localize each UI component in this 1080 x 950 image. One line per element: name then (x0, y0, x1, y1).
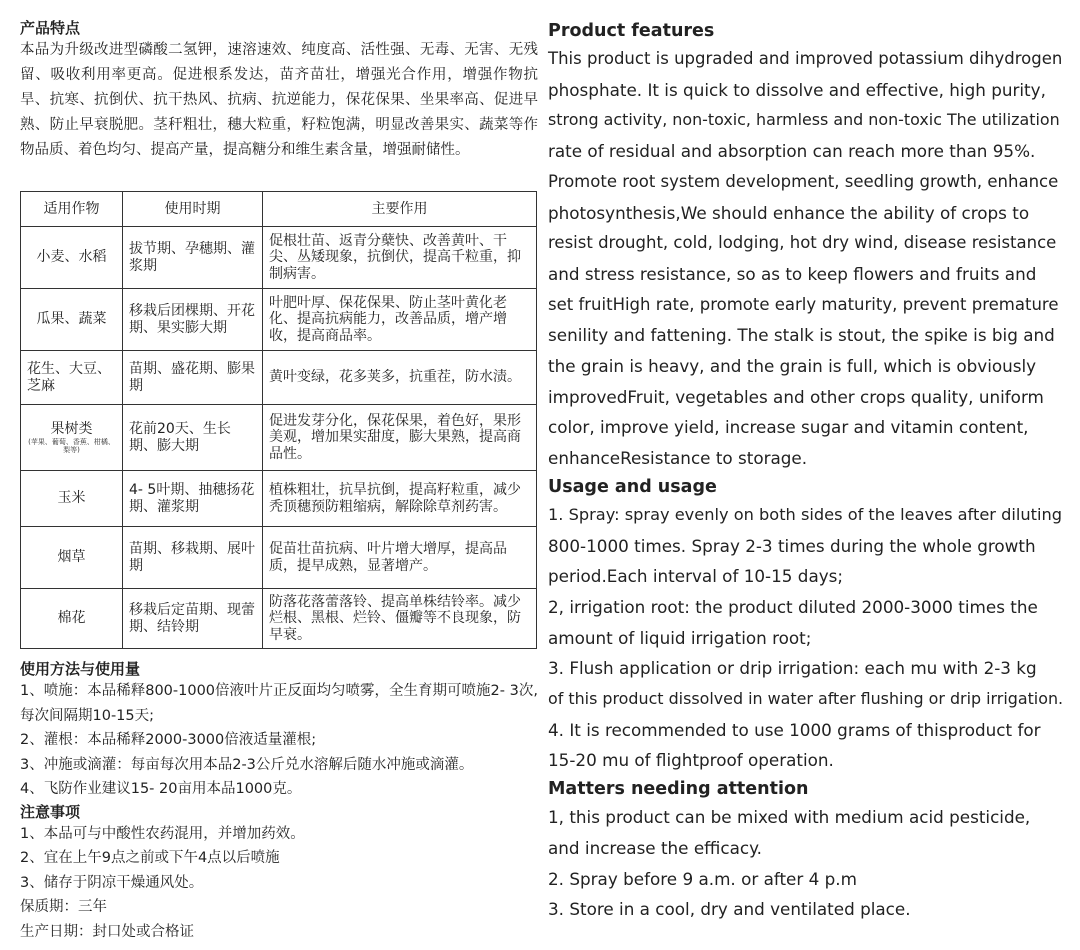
header-period: 使用时期 (123, 192, 263, 227)
cn-features-text: 本品为升级改进型磷酸二氢钾，速溶速效、纯度高、活性强、无毒、无害、无残留、吸收利用率更高。促进根系发达，苗齐苗壮，增强光合作用，增强作物抗旱、抗寒、抗倒伏、抗干热风、抗病、抗逆能力，保花保果、坐果率高、促进早熟、防止早衰脱肥。茎秆粗壮，穗大粒重，籽粒饱满，明显改善果实、蔬菜等作物品质、着色均匀、提高产量，提高糖分和维生素含量，增强耐储性。 (20, 42, 538, 158)
period-cell: 花前20天、生长期、膨大期 (123, 405, 263, 471)
effect-cell: 植株粗壮，抗旱抗倒，提高籽粒重，减少秃顶穗预防粗缩病，解除除草剂药害。 (263, 471, 537, 527)
en-features-line: and stress resistance, so as to keep flowers and fruits and (548, 263, 1037, 284)
effect-cell: 促进发芽分化，保花保果，着色好，果形美观，增加果实甜度，膨大果熟，提高商品性。 (263, 405, 537, 471)
en-notes-line: and increase the efficacy. (548, 837, 763, 858)
en-usage-line: 1. Spray: spray evenly on both sides of the leaves after diluting (548, 504, 1062, 524)
header-crop: 适用作物 (21, 192, 123, 227)
table-row (21, 527, 537, 589)
crop-cell: 瓜果、蔬菜 (21, 289, 123, 351)
cn-production-date: 生产日期：封口处或合格证 (20, 923, 194, 940)
period-cell: 苗期、移栽期、展叶期 (123, 527, 263, 589)
en-features-line: resist drought, cold, lodging, hot dry wind, disease resistance (548, 233, 1057, 253)
en-features-line: improvedFruit, vegetables and other crops quality, uniform (548, 386, 1044, 407)
crop-cell: 烟草 (21, 527, 123, 589)
table-row (21, 471, 537, 527)
effect-cell: 叶肥叶厚、保花保果、防止茎叶黄化老化、提高抗病能力，改善品质，增产增收，提高商品率。 (263, 289, 537, 351)
en-notes-text (548, 802, 1063, 925)
cn-usage-title: 使用方法与使用量 (20, 660, 141, 678)
header-effect: 主要作用 (263, 192, 537, 227)
en-notes-line: 2. Spray before 9 a.m. or after 4 p.m (548, 868, 857, 889)
period-cell: 移栽后定苗期、现蕾期、结铃期 (123, 589, 263, 649)
crop-note: (苹果、葡萄、香蕉、柑橘、梨等) (28, 437, 115, 454)
crop-cell: 花生、大豆、芝麻 (21, 351, 123, 405)
table-row (21, 405, 537, 471)
en-usage-line: period.Each interval of 10-15 days; (548, 566, 844, 587)
en-usage-line: amount of liquid irrigation root; (548, 627, 812, 648)
cn-notes-line: 2、宜在上午9点之前或下午4点以后喷施 (20, 850, 280, 866)
en-usage-line: of this product dissolved in water after flushing or drip irrigation. (548, 689, 1064, 709)
period-cell: 苗期、盛花期、膨果期 (123, 351, 263, 405)
cn-usage-line: 3、冲施或滴灌：每亩每次用本品2-3公斤兑水溶解后随水冲施或滴灌。 (20, 756, 474, 773)
cn-usage-line: 每次间隔期10-15天; (20, 707, 155, 724)
en-features-line: strong activity, non-toxic, harmless and non-toxic The utilization (548, 110, 1060, 130)
crop-cell: 棉花 (21, 589, 123, 649)
effect-cell: 促苗壮苗抗病、叶片增大增厚，提高品质，提早成熟，显著增产。 (263, 527, 537, 589)
period-cell: 拔节期、孕穗期、灌浆期 (123, 227, 263, 289)
crop-cell: 小麦、水稻 (21, 227, 123, 289)
en-features-text (548, 44, 1063, 474)
effect-cell: 促根壮苗、返青分蘖快、改善黄叶、干尖、丛矮现象，抗倒伏，提高千粒重，抑制病害。 (263, 227, 537, 289)
en-usage-line: 3. Flush application or drip irrigation: each mu with 2-3 kg (548, 658, 1037, 679)
effect-cell: 黄叶变绿，花多荚多，抗重茬，防水渍。 (263, 351, 537, 405)
en-usage-text (548, 500, 1063, 776)
cn-notes-title: 注意事项 (20, 802, 81, 821)
en-features-line: Promote root system development, seedling growth, enhance (548, 171, 1059, 191)
cn-features-title: 产品特点 (20, 19, 81, 37)
en-notes-title: Matters needing attention (548, 779, 809, 800)
cn-usage-list (20, 679, 538, 802)
en-features-title: Product features (548, 21, 715, 41)
cn-usage-line: 2、灌根：本品稀释2000-3000倍液适量灌根; (20, 732, 317, 748)
en-notes-line: 3. Store in a cool, dry and ventilated place. (548, 899, 911, 920)
en-usage-line: 800-1000 times. Spray 2-3 times during the whole growth (548, 535, 1036, 556)
table-row (21, 289, 537, 351)
en-features-line: enhanceResistance to storage. (548, 448, 808, 469)
cn-shelf-life: 保质期：三年 (20, 899, 107, 915)
english-column (548, 18, 1063, 925)
table-row (21, 351, 537, 405)
en-usage-line: 15-20 mu of flightproof operation. (548, 750, 834, 771)
en-features-line: phosphate. It is quick to dissolve and effective, high purity, (548, 79, 1046, 100)
cn-notes-line: 1、本品可与中酸性农药混用，并增加药效。 (20, 825, 305, 842)
cn-notes-line: 3、储存于阴凉干燥通风处。 (20, 874, 204, 891)
en-usage-title: Usage and usage (548, 476, 717, 497)
en-features-line: the grain is heavy, and the grain is full, which is obviously (548, 356, 1037, 377)
table-row (21, 589, 537, 649)
cn-notes-list (20, 822, 538, 945)
en-features-line: photosynthesis,We should enhance the ability of crops to (548, 202, 1030, 223)
crop-usage-table (20, 191, 537, 649)
crop-cell (21, 405, 123, 471)
period-cell: 移栽后团棵期、开花期、果实膨大期 (123, 289, 263, 351)
cn-usage-line: 4、飞防作业建议15- 20亩用本品1000克。 (20, 781, 302, 797)
en-features-line: set fruitHigh rate, promote early maturity, prevent premature (548, 294, 1059, 314)
table-row (21, 227, 537, 289)
en-usage-line: 2, irrigation root: the product diluted 2000-3000 times the (548, 596, 1038, 617)
period-cell: 4- 5叶期、抽穗扬花期、灌浆期 (123, 471, 263, 527)
chinese-column (20, 18, 538, 944)
crop-name: 果树类 (50, 421, 93, 438)
table-header-row (21, 192, 537, 227)
en-features-line: color, improve yield, increase sugar and vitamin content, (548, 417, 1029, 438)
en-usage-line: 4. It is recommended to use 1000 grams of thisproduct for (548, 719, 1041, 740)
en-features-line: This product is upgraded and improved potassium dihydrogen (548, 49, 1063, 68)
en-features-line: senility and fattening. The stalk is stout, the spike is big and (548, 325, 1055, 346)
en-features-line: rate of residual and absorption can reach more than 95%. (548, 141, 1036, 162)
effect-cell: 防落花落蕾落铃、提高单株结铃率。减少烂根、黑根、烂铃、僵瓣等不良现象，防早衰。 (263, 589, 537, 649)
en-notes-line: 1, this product can be mixed with medium acid pesticide, (548, 807, 1031, 828)
crop-cell: 玉米 (21, 471, 123, 527)
cn-usage-line: 1、喷施：本品稀释800-1000倍液叶片正反面均匀喷雾，全生育期可喷施2- 3次, (20, 683, 538, 699)
